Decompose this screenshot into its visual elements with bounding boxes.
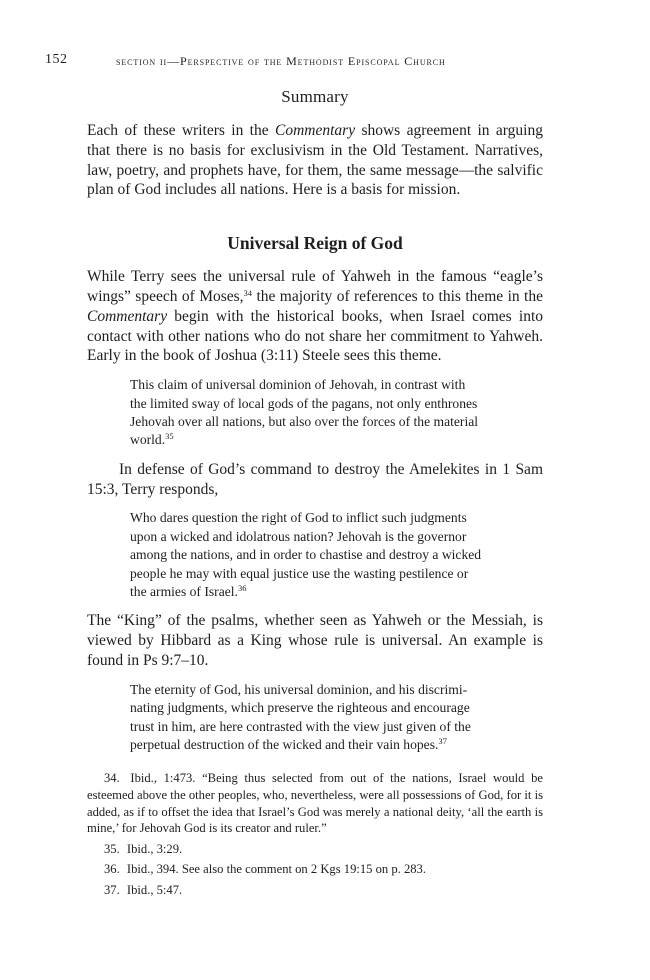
footnote-number: 34. [104,771,120,786]
quote-line: Who dares question the right of God to inflict such judgments [130,510,467,526]
quote-line: nating judgments, which preserve the righteous and encourage [130,700,470,716]
text-run: the armies of Israel. [130,584,238,600]
text-run: While Terry sees the universal rule of Yahweh in the famous “eagle’s wings” speech of Moses, [87,268,543,305]
summary-paragraph [87,121,543,200]
footnote-37 [87,882,543,899]
footnote-text: Ibid., 394. See also the comment on 2 Kgs 19:15 on p. 283. [126,862,426,877]
footnote-36 [87,861,543,878]
section-heading-summary: Summary [281,87,349,106]
quote-line [130,736,500,754]
quote-line: trust in him, are here contrasted with the view just given of the [130,718,471,734]
quote-line: The eternity of God, his universal dominion, and his discrimi- [130,681,468,697]
text-run: perpetual destruction of the wicked and their vain hopes. [130,737,439,753]
text-run: world. [130,432,166,448]
text-run: shows agreement in arguing that there is no basis for exclusivism in the Old Testament. Narratives, law, poetry, and prophets have, for them, the same message—the salvific plan of God includes all nations. Here is a basis for mission. [87,122,543,199]
quote-line [130,583,500,601]
quote-line: This claim of universal dominion of Jehovah, in contrast with [130,377,466,393]
text-italic: Commentary [275,122,356,139]
text-italic: Commentary [87,307,168,325]
footnote-number: 36. [104,862,120,877]
quote-line: people he may with equal justice use the wasting pestilence or [130,565,469,581]
footnote-number: 35. [104,841,120,856]
footnote-34 [87,770,543,836]
text-run: Each of these writers in the [87,122,275,139]
footnote-ref-34[interactable]: 34 [243,287,253,298]
quote-line [130,431,500,449]
text-run: begin with the historical books, when Israel comes into contact with other nations who do not share her commitment to Yahweh. Early in the book of Joshua (3:11) Steele sees this theme. [87,307,543,365]
reign-paragraph-2: In defense of God’s command to destroy the Amelekites in 1 Sam 15:3, Terry responds, [87,460,543,498]
footnotes [87,770,543,898]
footnote-number: 37. [104,883,120,897]
block-quote-2 [130,509,500,601]
text-run: the majority of references to this theme in the [252,287,543,305]
footnote-text: Ibid., 3:29. [126,841,183,856]
footnote-35 [87,841,543,858]
quote-line: Jehovah over all nations, but also over the forces of the material [130,413,479,429]
reign-paragraph-3: The “King” of the psalms, whether seen as Yahweh or the Messiah, is viewed by Hibbard as a King whose rule is universal. An example is found in Ps 9:7–10. [87,612,543,670]
block-quote-1 [130,376,500,450]
footnote-ref-36[interactable]: 36 [237,583,247,594]
footnote-ref-37[interactable]: 37 [438,736,447,747]
block-quote-3 [130,681,500,755]
footnote-text: Ibid., 1:473. “Being thus selected from out of the nations, Israel would be esteemed above the other peoples, who, nevertheless, were all possessions of God, for it is added, as if to offset the idea that Israel’s God was merely a national deity, ‘all the earth is mine,’ for Jehovah God is its creator and ruler.” [87,771,543,836]
quote-line: the limited sway of local gods of the pagans, not only enthrones [130,395,478,411]
running-head: section ii—Perspective of the Methodist Episcopal Church [116,54,446,68]
quote-line: upon a wicked and idolatrous nation? Jehovah is the governor [130,528,467,544]
section-heading-universal-reign: Universal Reign of God [227,233,403,254]
footnote-text: Ibid., 5:47. [126,883,183,897]
page-body [87,86,543,903]
quote-line: among the nations, and in order to chastise and destroy a wicked [130,547,482,563]
footnote-ref-35[interactable]: 35 [165,431,174,442]
reign-paragraph-1 [87,267,543,366]
page-number: 152 [45,52,68,67]
